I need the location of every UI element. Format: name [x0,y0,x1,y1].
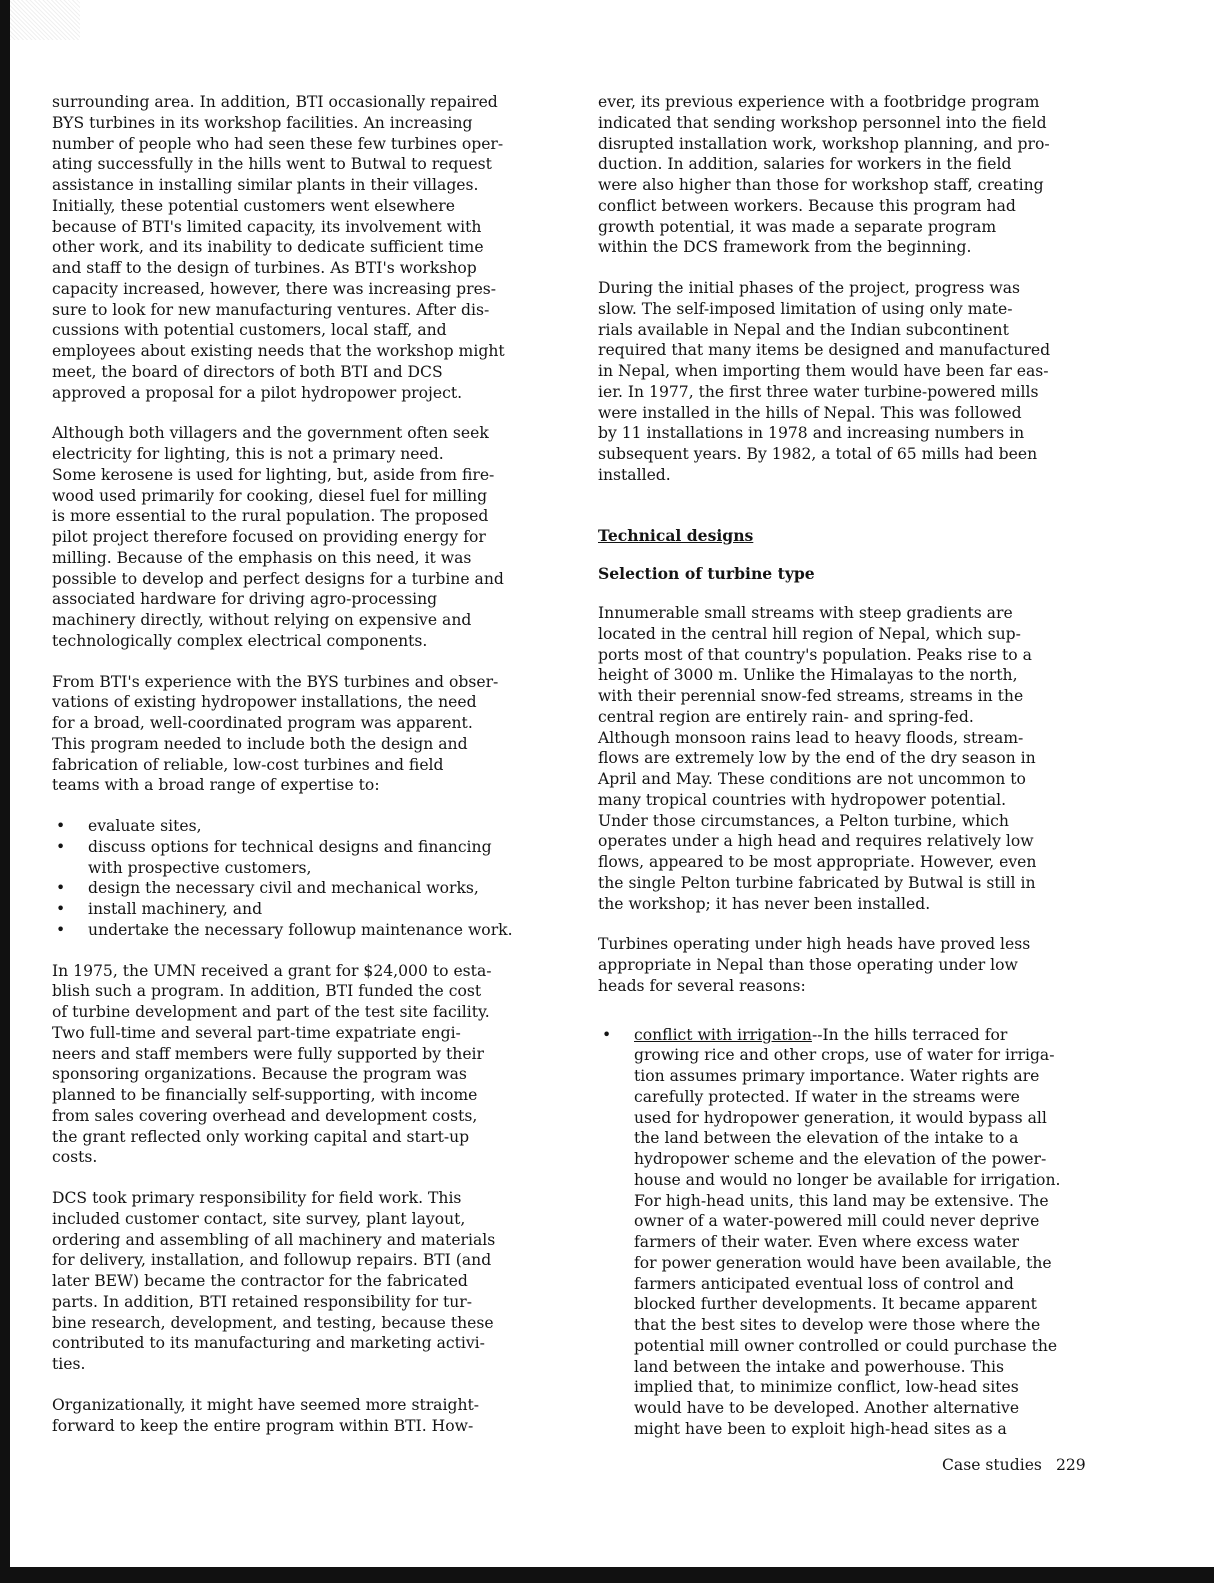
section-heading [598,526,1118,547]
text-line: ordering and assembling of all machinery and materials [52,1230,496,1249]
text-line: potential mill owner controlled or could purchase the [634,1336,1058,1355]
bullet-list [598,1025,1118,1440]
text-line: flows, appeared to be most appropriate. However, even [598,853,1037,871]
text-line: wood used primarily for cooking, diesel fuel for milling [52,486,488,505]
text-line: • install machinery, and [88,900,263,918]
text-line: rials available in Nepal and the Indian subcontinent [598,320,1009,339]
text-line: pilot project therefore focused on providing energy for [52,528,486,546]
text-line: DCS took primary responsibility for field work. This [52,1189,462,1207]
text-line: disrupted installation work, workshop planning, and pro- [598,134,1050,153]
list-item [598,1025,1118,1440]
text-line: teams with a broad range of expertise to: [52,776,380,795]
text-line: the land between the elevation of the intake to a [634,1129,1019,1148]
text-line: required that many items be designed and manufactured [598,341,1051,360]
text-line: later BEW) became the contractor for the fabricated [52,1272,468,1290]
text-line: sure to look for new manufacturing ventures. After dis- [52,300,490,319]
text-line: land between the intake and powerhouse. This [634,1357,1005,1376]
text-line: bine research, development, and testing, because these [52,1313,494,1332]
text-line: subsequent years. By 1982, a total of 65 mills had been [598,445,1038,463]
paragraph [52,423,572,651]
text-line: slow. The self-imposed limitation of using only mate- [598,299,1013,318]
text-line: • evaluate sites, [88,817,202,835]
bullet-body [634,1045,1118,1439]
list-item [52,837,572,879]
left-column [52,92,572,1456]
list-item [52,816,572,837]
text-line: ier. In 1977, the first three water turbine-powered mills [598,382,1039,401]
footer-section: Case studies [942,1456,1042,1474]
paragraph [52,1395,572,1437]
text-line: capacity increased, however, there was increasing pres- [52,279,497,298]
text-line: Although both villagers and the government often seek [52,424,489,443]
text-line: installed. [598,465,671,484]
text-line: central region are entirely rain- and spring-fed. [598,707,974,726]
text-line: for delivery, installation, and followup repairs. BTI (and [52,1251,492,1270]
text-line: by 11 installations in 1978 and increasing numbers in [598,424,1025,443]
text-line: machinery directly, without relying on expensive and [52,611,472,629]
text-line: Innumerable small streams with steep gradients are [598,604,1013,622]
text-line: farmers of their water. Even where excess water [634,1233,1020,1251]
text-line: assistance in installing similar plants in their villages. [52,176,479,194]
text-line: vations of existing hydropower installations, the need [52,693,477,712]
bullet-term: conflict with irrigation [634,1025,812,1044]
text-line: operates under a high head and requires relatively low [598,832,1034,851]
paragraph [598,278,1118,486]
text-line: Under those circumstances, a Pelton turbine, which [598,811,1009,830]
text-line: because of BTI's limited capacity, its involvement with [52,217,482,236]
text-line: ating successfully in the hills went to Butwal to request [52,155,492,174]
text-line: milling. Because of the emphasis on this need, it was [52,548,472,567]
text-line: contributed to its manufacturing and marketing activi- [52,1334,485,1353]
paragraph [598,603,1118,914]
paragraph [52,672,572,797]
text-line: owner of a water-powered mill could never deprive [634,1212,1040,1231]
text-line: electricity for lighting, this is not a primary need. [52,445,444,463]
text-line: hydropower scheme and the elevation of the power- [634,1150,1047,1168]
text-line: height of 3000 m. Unlike the Himalayas to the north, [598,666,1018,685]
text-line: BYS turbines in its workshop facilities. An increasing [52,113,473,132]
scan-border-left [0,0,10,1583]
scan-border-bottom [0,1567,1214,1583]
paragraph [52,92,572,403]
text-line: Two full-time and several part-time expatriate engi- [52,1023,461,1042]
text-line: is more essential to the rural population. The proposed [52,507,489,526]
text-line: ever, its previous experience with a footbridge program [598,93,1040,111]
text-line: other work, and its inability to dedicate sufficient time [52,238,484,257]
text-line: within the DCS framework from the beginning. [598,238,972,257]
text-line: flows are extremely low by the end of the dry season in [598,749,1036,768]
text-line: for a broad, well-coordinated program was apparent. [52,714,473,732]
right-column [598,92,1118,1460]
text-line: technologically complex electrical components. [52,631,428,650]
text-line: the grant reflected only working capital and start-up [52,1127,470,1146]
text-line: of turbine development and part of the test site facility. [52,1003,490,1021]
text-line: duction. In addition, salaries for workers in the field [598,155,1012,174]
text-line: In 1975, the UMN received a grant for $24,000 to esta- [52,961,492,980]
text-line: with their perennial snow-fed streams, streams in the [598,687,1024,705]
text-line: carefully protected. If water in the streams were [634,1087,1020,1106]
text-line: During the initial phases of the project, progress was [598,279,1020,297]
paragraph [52,1188,572,1375]
text-line: would have to be developed. Another alternative [634,1399,1020,1417]
text-line: associated hardware for driving agro-processing [52,590,438,609]
page-footer [942,1456,1086,1474]
text-line: • design the necessary civil and mechanical works, [88,879,479,898]
text-line: with prospective customers, [88,858,312,877]
section-heading-text: Technical designs [598,525,754,545]
list-item [52,878,572,899]
text-line: planned to be financially self-supporting, with income [52,1086,478,1104]
text-line: surrounding area. In addition, BTI occasionally repaired [52,93,498,111]
text-line: for power generation would have been available, the [634,1253,1052,1272]
text-line: many tropical countries with hydropower potential. [598,790,1007,809]
text-line: ties. [52,1355,86,1373]
bullet-first-rest: --In the hills terraced for [811,1025,1008,1044]
subsection-heading: Selection of turbine type [598,564,815,584]
text-line: indicated that sending workshop personnel into the field [598,113,1047,132]
text-line: from sales covering overhead and development costs, [52,1106,478,1125]
text-line: This program needed to include both the design and [52,734,468,753]
page-number: 229 [1055,1456,1086,1474]
text-line: Initially, these potential customers went elsewhere [52,196,455,215]
text-line: heads for several reasons: [598,976,806,995]
text-line: possible to develop and perfect designs for a turbine and [52,569,504,588]
text-line: cussions with potential customers, local staff, and [52,321,447,340]
text-line: Organizationally, it might have seemed more straight- [52,1395,480,1414]
list-item [52,899,572,920]
text-line: located in the central hill region of Nepal, which sup- [598,624,1021,643]
bullet-first-line [634,1025,1118,1046]
text-line: From BTI's experience with the BYS turbines and obser- [52,672,499,691]
text-line: neers and staff members were fully supported by their [52,1044,485,1063]
text-line: conflict between workers. Because this program had [598,196,1016,215]
text-line: blocked further developments. It became apparent [634,1295,1037,1314]
text-line: tion assumes primary importance. Water rights are [634,1067,1040,1085]
text-line: employees about existing needs that the workshop might [52,342,505,360]
text-line: Although monsoon rains lead to heavy floods, stream- [598,728,1024,747]
text-line: number of people who had seen these few turbines oper- [52,134,504,153]
text-line: and staff to the design of turbines. As BTI's workshop [52,259,477,277]
text-line: the single Pelton turbine fabricated by Butwal is still in [598,873,1036,892]
text-line: blish such a program. In addition, BTI funded the cost [52,982,482,1001]
text-line: might have been to exploit high-head sites as a [634,1419,1007,1438]
text-line: fabrication of reliable, low-cost turbines and field [52,755,444,774]
text-line: were also higher than those for workshop staff, creating [598,176,1044,194]
text-line: used for hydropower generation, it would bypass all [634,1108,1047,1127]
text-line: • undertake the necessary followup maintenance work. [88,920,513,939]
text-line: in Nepal, when importing them would have been far eas- [598,362,1049,380]
text-line: meet, the board of directors of both BTI and DCS [52,362,443,381]
text-line: approved a proposal for a pilot hydropower project. [52,383,463,402]
text-line: farmers anticipated eventual loss of control and [634,1274,1014,1293]
text-line: ports most of that country's population. Peaks rise to a [598,645,1032,664]
text-line: that the best sites to develop were those where the [634,1316,1041,1334]
text-line: Some kerosene is used for lighting, but, aside from fire- [52,465,495,484]
text-line: growing rice and other crops, use of water for irriga- [634,1046,1055,1065]
text-line: April and May. These conditions are not uncommon to [598,770,1026,788]
text-line: implied that, to minimize conflict, low-head sites [634,1378,1019,1397]
paragraph [598,92,1118,258]
text-line: forward to keep the entire program within BTI. How- [52,1416,474,1435]
text-line: growth potential, it was made a separate program [598,217,997,236]
spacer [598,506,1118,526]
text-line: Turbines operating under high heads have proved less [598,935,1031,954]
list-item [52,920,572,941]
text-line: were installed in the hills of Nepal. This was followed [598,403,1022,422]
text-line: For high-head units, this land may be extensive. The [634,1191,1049,1210]
text-line: included customer contact, site survey, plant layout, [52,1209,466,1228]
text-line: sponsoring organizations. Because the program was [52,1065,467,1084]
paragraph [52,961,572,1169]
text-line: parts. In addition, BTI retained responsibility for tur- [52,1292,473,1311]
text-line: • discuss options for technical designs and financing [88,837,492,856]
bullet-list [52,816,572,941]
text-line: the workshop; it has never been installed. [598,894,931,913]
scan-artifact [10,0,80,40]
text-line: costs. [52,1148,98,1167]
text-line: appropriate in Nepal than those operating under low [598,956,1018,974]
text-line: house and would no longer be available for irrigation. [634,1170,1061,1189]
paragraph [598,934,1118,996]
